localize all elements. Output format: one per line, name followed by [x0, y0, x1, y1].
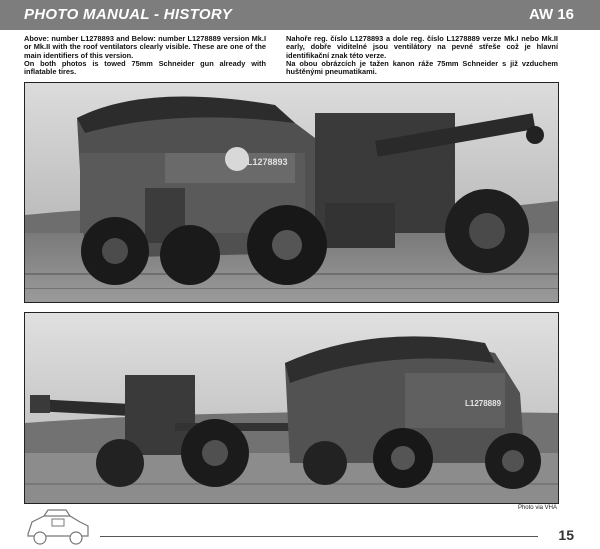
page-number: 15 [558, 527, 574, 543]
caption-english-line-1: Above: number L1278893 and Below: number L1278889 version Mk.I or Mk.II with the roof ventilators clearly visible. These are one of the main identifiers of this version. [24, 34, 266, 60]
caption-czech-line-1: Nahoře reg. číslo L1278893 a dole reg. číslo L1278889 verze Mk.I nebo Mk.II early, dobře viditelné jsou ventilátory na pevné střeše což je hlavní identifikační znak této verze. [286, 34, 558, 60]
photo-credit: Photo via VHA [517, 505, 557, 511]
bottom-plate: L1278889 [465, 399, 502, 408]
caption-english [24, 35, 266, 76]
top-photo [24, 82, 559, 303]
section-title: PHOTO MANUAL - HISTORY [24, 6, 233, 23]
armoured-car-logo-icon [22, 506, 94, 546]
footer-rule [100, 536, 538, 537]
bottom-photo-image [25, 313, 558, 503]
series-code: AW 16 [528, 6, 574, 23]
caption-czech [286, 35, 558, 76]
page-header [0, 0, 600, 30]
caption-czech-line-2: Na obou obrázcích je tažen kanon ráže 75mm Schneider s již vzduchem huštěnými pneumatikami. [286, 58, 558, 77]
top-plate: L1278893 [247, 157, 288, 167]
bottom-photo [24, 312, 559, 504]
caption-english-line-2: On both photos is towed 75mm Schneider gun already with inflatable tires. [24, 58, 266, 77]
top-photo-image [25, 83, 558, 302]
